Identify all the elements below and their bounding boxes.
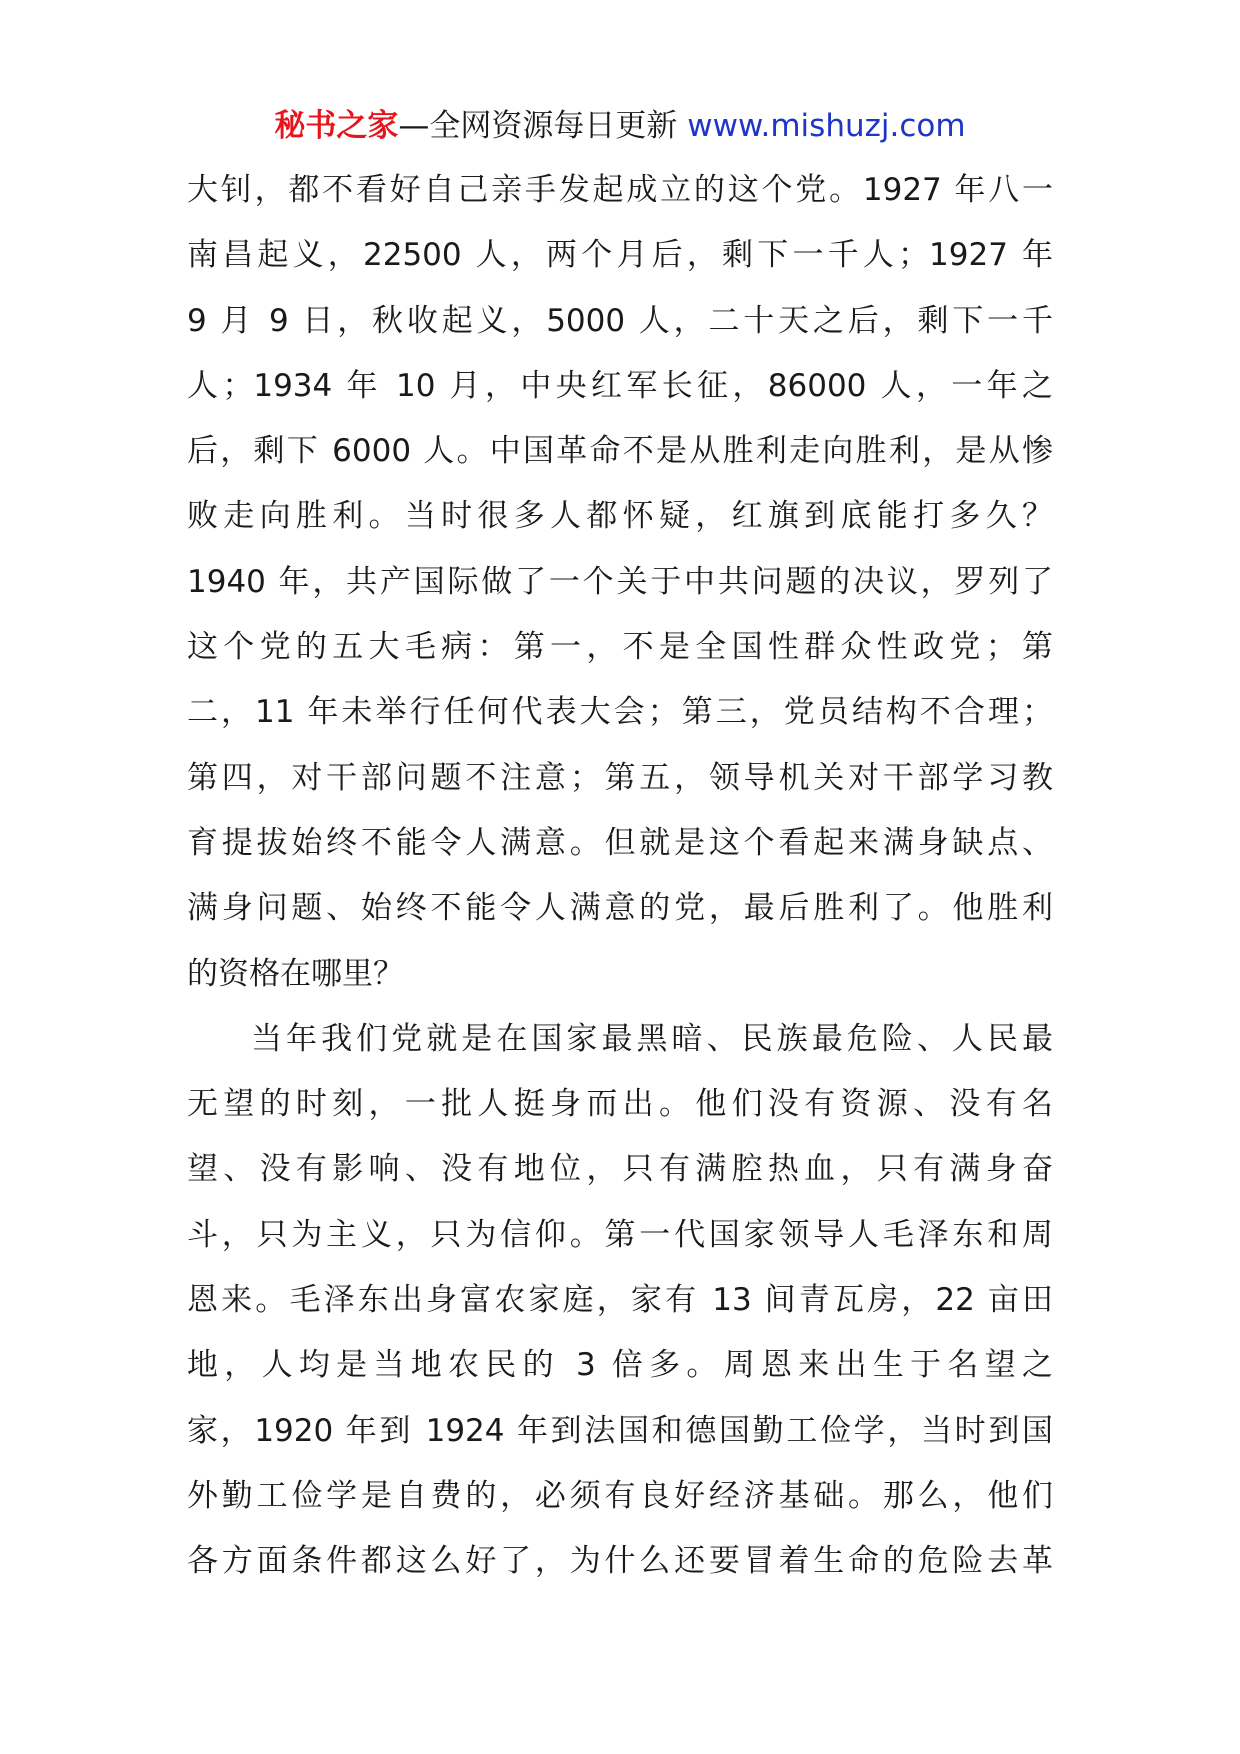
site-tagline: —全网资源每日更新 [398,108,678,144]
text-line: 后，剩下 6000 人。中国革命不是从胜利走向胜利，是从惨 [187,433,1053,470]
text-line: 第四，对干部问题不注意；第五，领导机关对干部学习教 [187,759,1053,796]
text-line: 地，人均是当地农民的 3 倍多。周恩来出生于名望之 [187,1347,1053,1384]
text-line: 恩来。毛泽东出身富农家庭，家有 13 间青瓦房，22 亩田 [187,1282,1053,1319]
text-line: 大钊，都不看好自己亲手发起成立的这个党。1927 年八一 [187,172,1053,208]
text-line: 外勤工俭学是自费的，必须有良好经济基础。那么，他们 [187,1477,1053,1514]
paragraph-2 [187,1007,1053,1595]
text-line: 1940 年，共产国际做了一个关于中共问题的决议，罗列了 [187,563,1053,600]
text-line: 当年我们党就是在国家最黑暗、民族最危险、人民最 [251,1020,1053,1057]
text-line: 败走向胜利。当时很多人都怀疑，红旗到底能打多久？ [187,498,1053,535]
site-url-link[interactable]: www.mishuzj.com [687,108,966,144]
text-line: 人；1934 年 10 月，中央红军长征，86000 人，一年之 [187,367,1053,404]
text-line: 满身问题、始终不能令人满意的党，最后胜利了。他胜利 [187,890,1053,927]
site-brand: 秘书之家 [274,108,399,144]
page-header [0,104,1240,148]
text-line: 的资格在哪里？ [187,955,404,992]
paragraph-1 [187,158,1053,1007]
text-line: 9 月 9 日，秋收起义，5000 人，二十天之后，剩下一千 [187,302,1053,339]
text-line: 斗，只为主义，只为信仰。第一代国家领导人毛泽东和周 [187,1216,1053,1253]
document-body [187,158,1053,1595]
text-line: 家，1920 年到 1924 年到法国和德国勤工俭学，当时到国 [187,1412,1053,1449]
text-line: 育提拔始终不能令人满意。但就是这个看起来满身缺点、 [187,824,1053,861]
text-line: 这个党的五大毛病：第一，不是全国性群众性政党；第 [187,629,1053,666]
text-line: 二，11 年未举行任何代表大会；第三，党员结构不合理； [187,694,1053,731]
text-line: 南昌起义，22500 人，两个月后，剩下一千人；1927 年 [187,237,1053,274]
text-line: 无望的时刻，一批人挺身而出。他们没有资源、没有名 [187,1086,1053,1123]
text-line: 望、没有影响、没有地位，只有满腔热血，只有满身奋 [187,1151,1053,1188]
text-line: 各方面条件都这么好了，为什么还要冒着生命的危险去革 [187,1543,1053,1580]
